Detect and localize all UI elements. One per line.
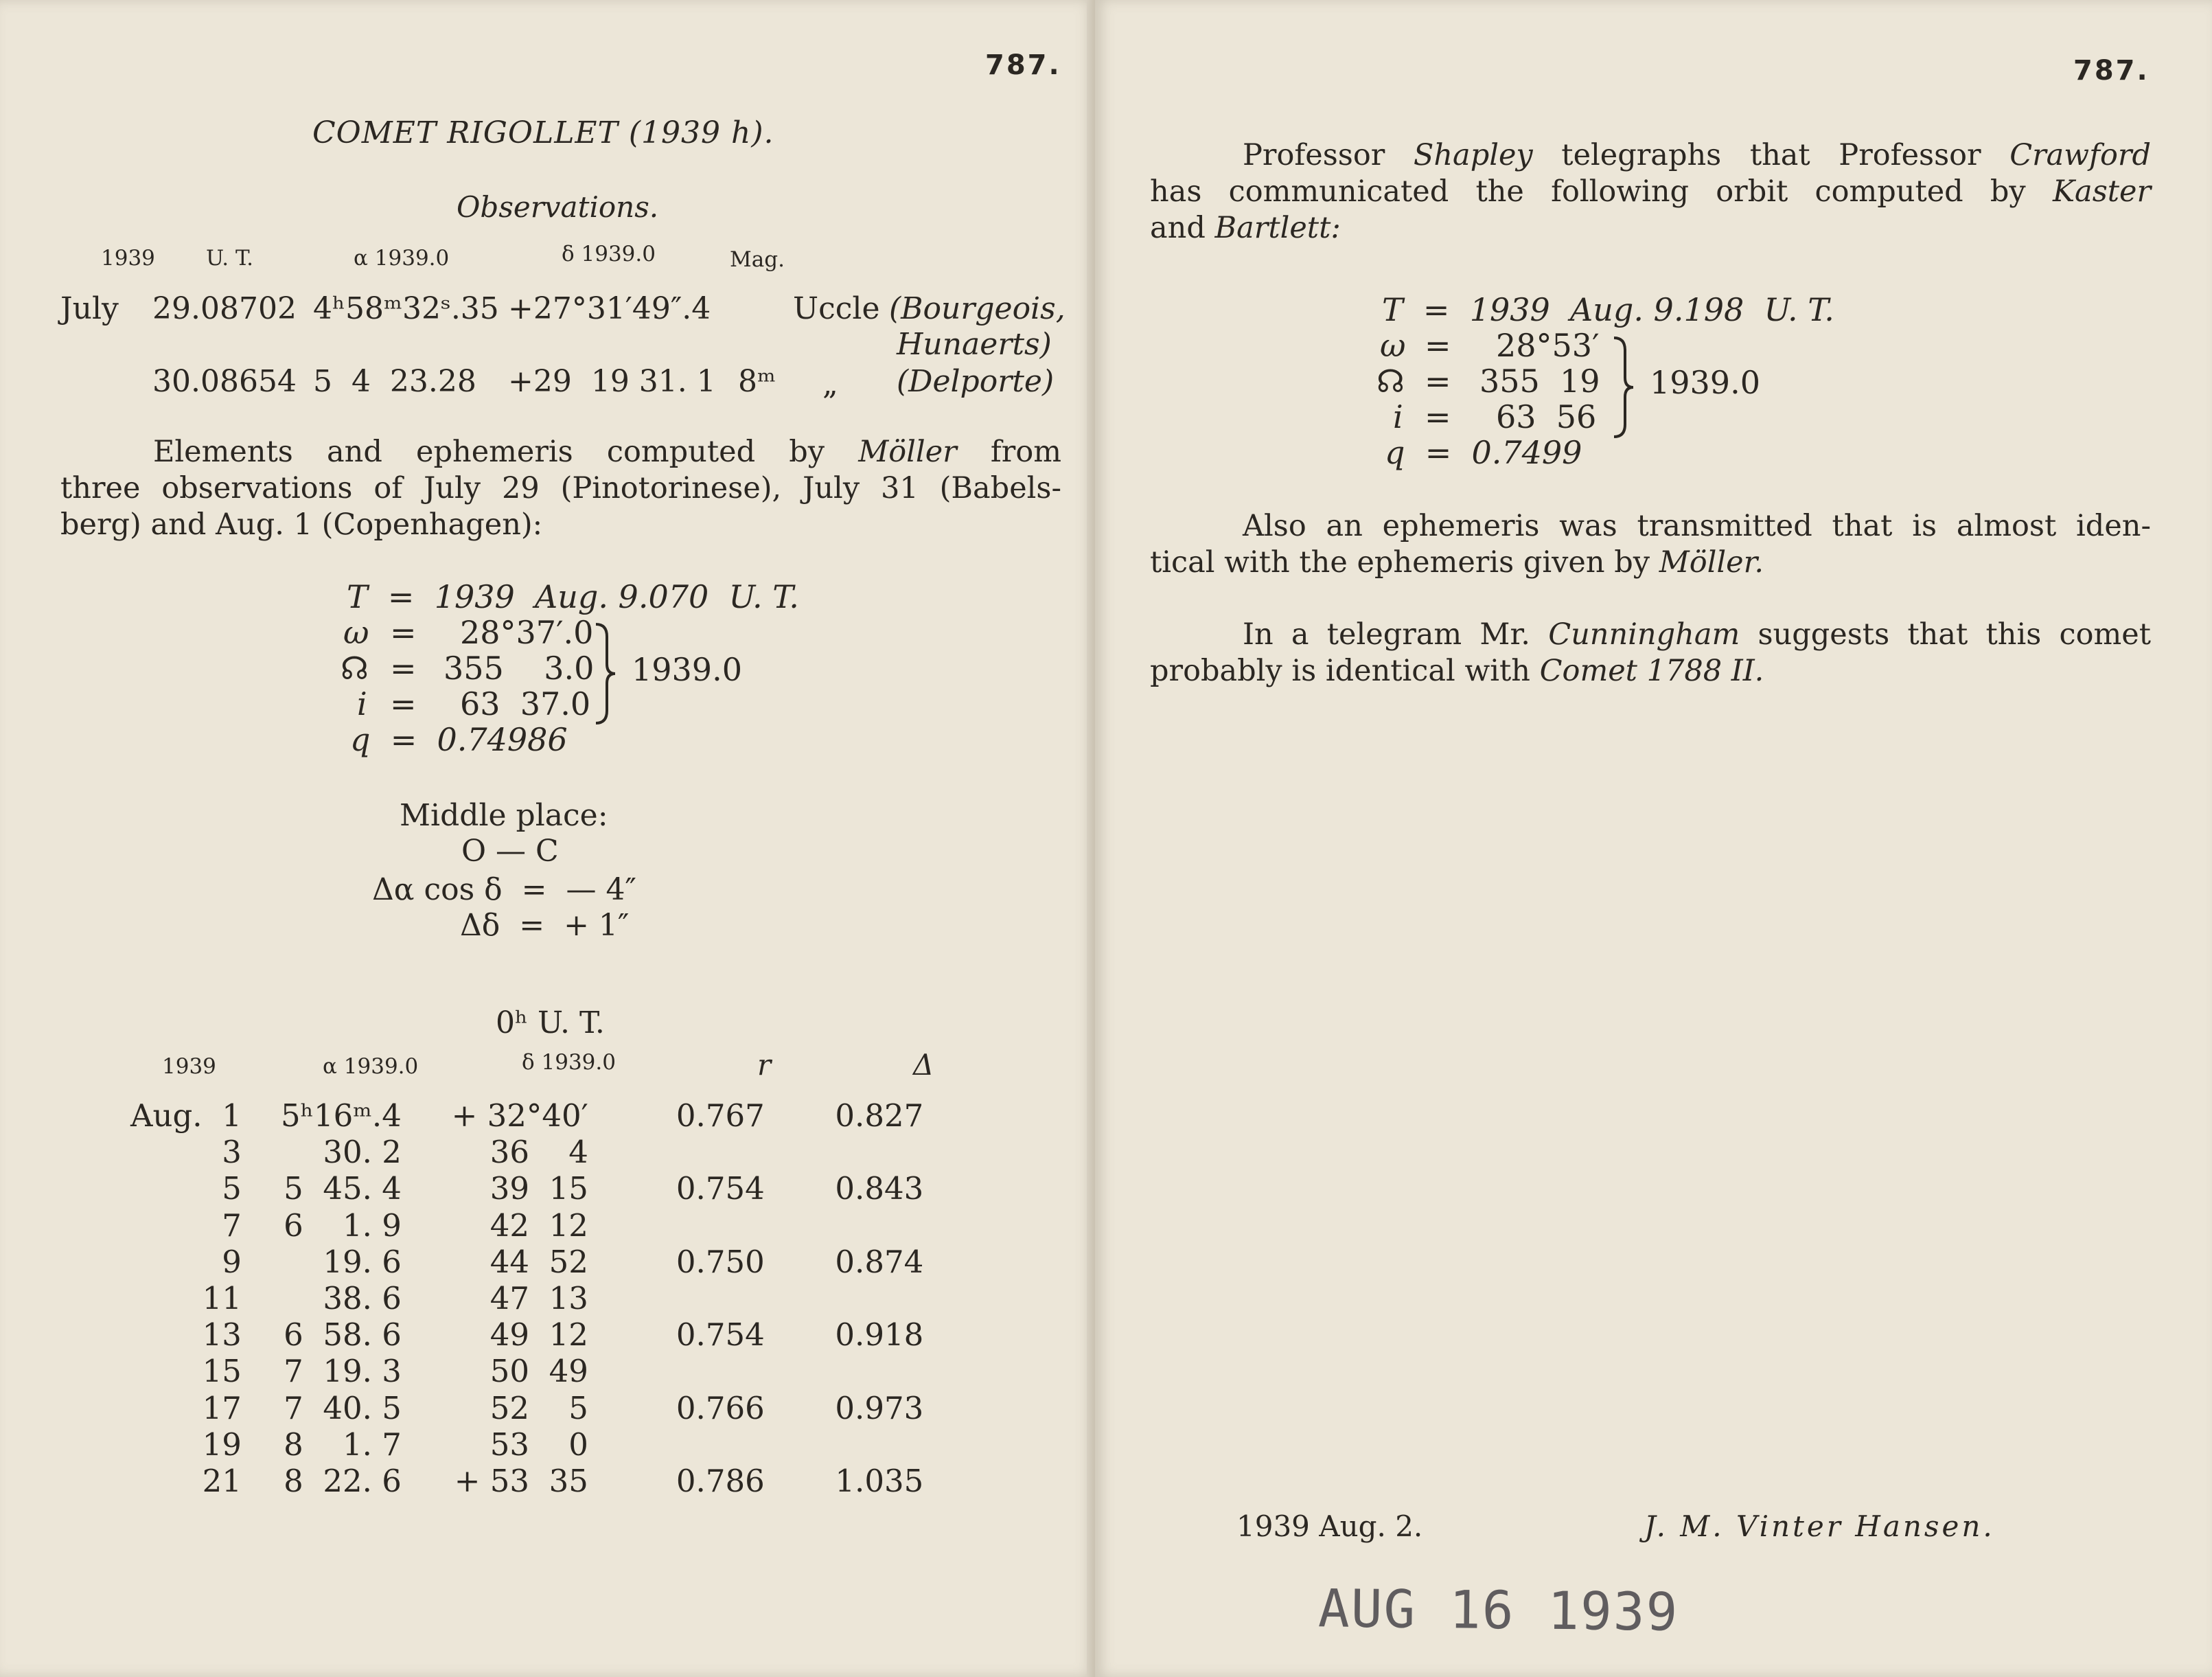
- eph-date: 9: [222, 1243, 242, 1280]
- eph-date: 7: [222, 1207, 242, 1244]
- eph-delta: 0.843: [835, 1170, 924, 1207]
- eph-r: 0.766: [676, 1389, 765, 1426]
- table-row: [130, 1316, 954, 1353]
- elements-paragraph-line: berg) and Aug. 1 (Copenhagen):: [60, 507, 543, 542]
- eph-date: 11: [202, 1280, 242, 1317]
- elements-equinox: 1939.0: [632, 651, 742, 688]
- eph-dec: 49 12: [489, 1316, 588, 1354]
- obs-place: „: [822, 367, 838, 402]
- eph-delta: [805, 1207, 954, 1244]
- cunningham-note: [1150, 617, 2151, 689]
- element-q: q = 0.74986: [350, 721, 568, 758]
- eph-delta: 1.035: [835, 1462, 924, 1499]
- equals-sign: =: [390, 685, 417, 722]
- element-q: q = 0.7499: [1385, 434, 1582, 471]
- eph-date: 13: [202, 1316, 242, 1354]
- telegram-paragraph: [1150, 137, 2151, 247]
- eph-ra: 7 40. 5: [284, 1389, 402, 1426]
- eph-r: 0.754: [676, 1170, 765, 1207]
- eph-r: [636, 1353, 805, 1389]
- eph-delta: [805, 1426, 954, 1463]
- eph-ra: 7 19. 3: [284, 1353, 402, 1390]
- ephemeris-note-line: Also an ephemeris was transmitted that is almost iden-: [1243, 509, 2151, 543]
- middle-place-oc: O — C: [461, 834, 559, 869]
- eph-dec: 36 4: [489, 1134, 588, 1171]
- page-number: 787.: [985, 49, 1061, 81]
- table-row: [130, 1280, 954, 1316]
- eph-delta: 0.973: [835, 1389, 924, 1426]
- obs-observer: (Delporte): [897, 364, 1055, 399]
- eph-ra: 6 1. 9: [284, 1207, 402, 1244]
- elements-equinox: 1939.0: [1650, 364, 1760, 401]
- table-row: [130, 1353, 954, 1389]
- eph-dec: 53 0: [489, 1426, 588, 1463]
- obs-place: Uccle: [793, 291, 880, 326]
- eph-dec: 39 15: [489, 1170, 588, 1207]
- elements-brace: [1610, 335, 1637, 440]
- eph-ra: 38. 6: [323, 1280, 402, 1317]
- eph-ra: 6 58. 6: [284, 1316, 402, 1354]
- eph-dec: 44 52: [489, 1243, 588, 1280]
- obs-month: July: [60, 291, 119, 326]
- obs-dec: +29 19 31. 1: [508, 364, 716, 399]
- middle-place-heading: Middle place:: [400, 798, 608, 833]
- cunningham-note-line: probably is identical with Comet 1788 II.: [1150, 654, 1764, 688]
- eph-delta: 0.827: [835, 1097, 924, 1134]
- element-omega-value: 28°53′: [1496, 327, 1600, 364]
- eph-dec: 47 13: [489, 1280, 588, 1317]
- eph-header-r: r: [757, 1048, 772, 1082]
- signature: J. M. Vinter Hansen.: [1644, 1509, 1995, 1543]
- eph-ra: 8 22. 6: [284, 1462, 402, 1499]
- equals-sign: =: [1425, 363, 1451, 400]
- eph-date: 15: [202, 1353, 242, 1390]
- eph-r: 0.750: [676, 1243, 765, 1280]
- equals-sign: =: [390, 614, 417, 651]
- circular-date: 1939 Aug. 2.: [1236, 1509, 1423, 1543]
- table-row: [130, 1097, 954, 1134]
- element-i-symbol: i: [357, 685, 367, 722]
- element-i-value: 63 37.0: [460, 685, 591, 722]
- date-stamp: AUG 16 1939: [1317, 1577, 1679, 1643]
- obs-observer-cont: Hunaerts): [897, 327, 1052, 362]
- element-omega-symbol: ω: [1380, 327, 1406, 364]
- middle-place-ddelta: Δδ = + 1″: [460, 908, 630, 943]
- eph-header-year: 1939: [162, 1054, 216, 1079]
- eph-r: [636, 1280, 805, 1316]
- cunningham-note-line: In a telegram Mr. Cunningham suggests that this comet: [1243, 617, 2151, 652]
- ephemeris-note: [1150, 508, 2151, 581]
- eph-date: 21: [202, 1462, 242, 1499]
- equals-sign: =: [390, 650, 417, 687]
- element-node-value: 355 19: [1479, 363, 1600, 400]
- obs-header-year: 1939: [101, 246, 155, 271]
- ephemeris-table: [130, 1097, 954, 1499]
- obs-ra: 4ʰ58ᵐ32ˢ.35: [313, 291, 499, 326]
- elements-paragraph: [60, 434, 1061, 543]
- element-node-symbol: ☊: [1376, 363, 1405, 400]
- eph-dec: 50 49: [489, 1353, 588, 1390]
- observations-heading: Observations.: [457, 190, 659, 224]
- element-perihelion-time: T = 1939 Aug. 9.198 U. T.: [1382, 291, 1834, 328]
- eph-header-ra: α 1939.0: [323, 1054, 419, 1079]
- eph-date: 19: [202, 1426, 242, 1463]
- element-omega-value: 28°37′.0: [460, 614, 594, 651]
- right-page: [1095, 0, 2212, 1677]
- table-row: [130, 1170, 954, 1207]
- obs-dec: +27°31′49″.4: [508, 291, 711, 326]
- eph-dec: + 32°40′: [451, 1097, 588, 1134]
- elements-paragraph-line: three observations of July 29 (Pinotorinese), July 31 (Babels-: [60, 471, 1061, 505]
- table-row: [130, 1244, 954, 1280]
- ephemeris-heading: 0ʰ U. T.: [496, 1005, 605, 1040]
- eph-date: 5: [222, 1170, 242, 1207]
- eph-r: 0.767: [676, 1097, 765, 1134]
- obs-mag: 8ᵐ: [738, 364, 776, 399]
- eph-header-dec: δ 1939.0: [522, 1050, 616, 1075]
- elements-paragraph-line: Elements and ephemeris computed by Möller from: [153, 435, 1061, 469]
- eph-r: 0.786: [676, 1462, 765, 1499]
- eph-delta: [805, 1280, 954, 1316]
- eph-r: [636, 1426, 805, 1463]
- equals-sign: =: [1425, 398, 1451, 435]
- element-i-value: 63 56: [1496, 398, 1597, 435]
- table-row: [130, 1134, 954, 1170]
- table-row: [130, 1426, 954, 1463]
- eph-r: [636, 1134, 805, 1170]
- obs-header-mag: Mag.: [730, 247, 785, 272]
- eph-ra: 8 1. 7: [284, 1426, 402, 1463]
- element-omega-symbol: ω: [343, 614, 369, 651]
- eph-delta: 0.874: [835, 1243, 924, 1280]
- eph-date: 3: [222, 1134, 242, 1171]
- obs-ra: 5 4 23.28: [313, 364, 476, 399]
- left-page: [0, 0, 1095, 1677]
- elements-brace: [592, 621, 619, 726]
- telegram-line: and Bartlett:: [1150, 211, 1341, 245]
- eph-r: [636, 1207, 805, 1244]
- obs-header-dec: δ 1939.0: [562, 242, 656, 266]
- eph-date: 17: [202, 1389, 242, 1426]
- eph-header-delta: Δ: [913, 1048, 934, 1082]
- eph-date: Aug. 1: [130, 1097, 242, 1134]
- element-node-symbol: ☊: [341, 650, 369, 687]
- page-number: 787.: [2073, 55, 2150, 87]
- eph-dec: 42 12: [489, 1207, 588, 1244]
- eph-r: 0.754: [676, 1316, 765, 1354]
- eph-dec: + 53 35: [454, 1462, 588, 1499]
- telegram-line: Professor Shapley telegraphs that Professor Crawford: [1243, 138, 2151, 172]
- eph-ra: 5ʰ16ᵐ.4: [280, 1097, 402, 1134]
- table-row: [130, 1390, 954, 1426]
- eph-ra: 30. 2: [323, 1134, 402, 1171]
- obs-ut: 30.08654: [152, 364, 297, 399]
- element-i-symbol: i: [1393, 398, 1403, 435]
- eph-delta: [805, 1134, 954, 1170]
- page-title: COMET RIGOLLET (1939 h).: [312, 115, 774, 150]
- middle-place-dalpha: Δα cos δ = — 4″: [372, 872, 636, 907]
- element-perihelion-time: T = 1939 Aug. 9.070 U. T.: [347, 578, 799, 615]
- eph-delta: 0.918: [835, 1316, 924, 1354]
- table-row: [130, 1207, 954, 1244]
- eph-ra: 19. 6: [323, 1243, 402, 1280]
- obs-ut: 29.08702: [152, 291, 297, 326]
- obs-header-ut: U. T.: [206, 246, 253, 271]
- eph-ra: 5 45. 4: [284, 1170, 402, 1207]
- telegram-line: has communicated the following orbit computed by Kaster: [1150, 174, 2152, 209]
- table-row: [130, 1463, 954, 1499]
- obs-header-ra: α 1939.0: [354, 246, 450, 271]
- equals-sign: =: [1425, 327, 1451, 364]
- element-node-value: 355 3.0: [443, 650, 595, 687]
- ephemeris-note-line: tical with the ephemeris given by Möller.: [1150, 545, 1764, 580]
- eph-dec: 52 5: [489, 1389, 588, 1426]
- eph-delta: [805, 1353, 954, 1389]
- obs-observer: (Bourgeois,: [889, 291, 1065, 326]
